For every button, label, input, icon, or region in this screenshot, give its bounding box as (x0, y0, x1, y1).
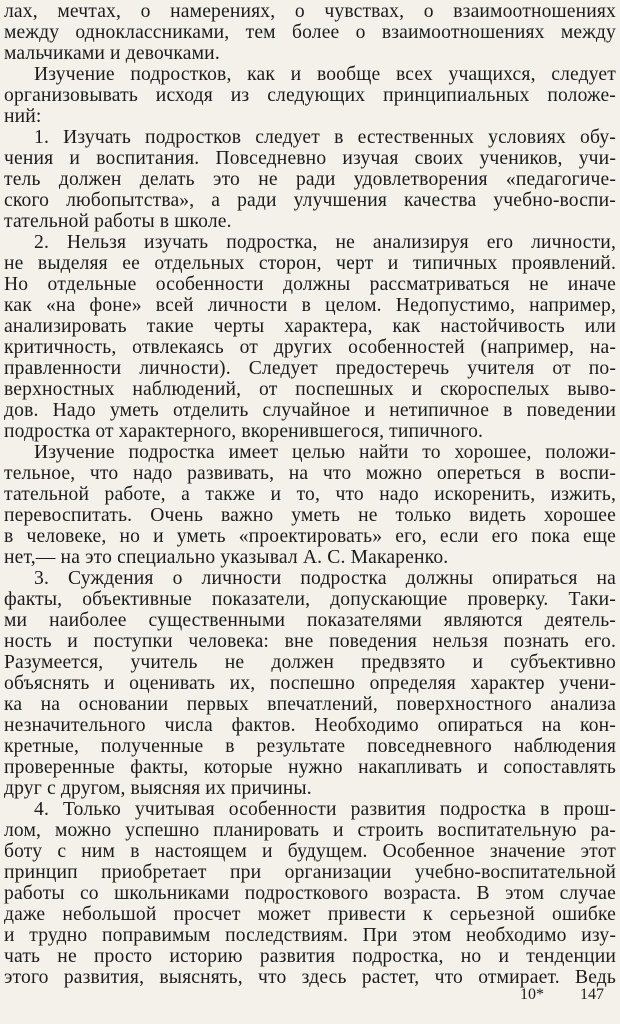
text-line: перевоспитать. Очень важно уметь не только видеть хорошее (4, 505, 616, 526)
text-line: Но отдельные особенности должны рассматриваться не иначе (4, 274, 616, 295)
text-line: и трудно поправимым последствиям. При этом необходимо изу- (4, 925, 616, 946)
text-line: мальчиками и девочками. (4, 43, 220, 64)
text-line: дов. Надо уметь отделить случайное и нетипичное в поведении (4, 400, 616, 421)
page-number: 147 (580, 986, 604, 1003)
text-line: тательной работе, а также и то, что надо искоренить, изжить, (4, 484, 616, 505)
text-line: 1. Изучать подростков следует в естественных условиях обу- (34, 127, 616, 148)
text-line: даже небольшой просчет может привести к серьезной ошибке (4, 904, 616, 925)
text-line: Разумеется, учитель не должен предвзято и субъективно (4, 652, 616, 673)
text-line: тель должен делать это не ради удовлетворения «педагогиче- (4, 169, 616, 190)
text-line: Изучение подростков, как и вообще всех учащихся, следует (34, 64, 616, 85)
printer-signature-mark: 10* (520, 986, 544, 1003)
text-line: проверенные факты, которые нужно накапливать и сопоставлять (4, 757, 616, 778)
text-line: принцип приобретает при организации учебно-воспитательной (4, 862, 616, 883)
text-line: Изучение подростка имеет целью найти то хорошее, положи- (34, 442, 616, 463)
text-line: 2. Нельзя изучать подростка, не анализируя его личности, (34, 232, 616, 253)
text-line: этого развития, выяснять, что здесь растет, что отмирает. Ведь (4, 967, 616, 988)
text-line: ского любопытства», а ради улучшения качества учебно-воспи- (4, 190, 616, 211)
text-line: в человеке, но и уметь «проектировать» его, если его пока еще (4, 526, 616, 547)
text-line: боту с ним в настоящем и будущем. Особенное значение этот (4, 841, 616, 862)
text-line: тельное, что надо развивать, на что можно опереться в воспи- (4, 463, 616, 484)
text-line: ка на основании первых впечатлений, поверхностного анализа (4, 694, 616, 715)
text-line: как «на фоне» всей личности в целом. Недопустимо, например, (4, 295, 616, 316)
text-line: работы со школьниками подросткового возраста. В этом случае (4, 883, 616, 904)
text-line: 4. Только учитывая особенности развития подростка в прош- (34, 799, 616, 820)
text-line: организовывать исходя из следующих принципиальных положе- (4, 85, 616, 106)
text-line: ми наиболее существенными показателями являются деятель- (4, 610, 616, 631)
text-line: чения и воспитания. Повседневно изучая своих учеников, учи- (4, 148, 616, 169)
text-line: правленности личности). Следует предостеречь учителя от по- (4, 358, 616, 379)
text-line: чать не просто историю развития подростка, но и тенденции (4, 946, 616, 967)
text-line: 3. Суждения о личности подростка должны опираться на (34, 568, 616, 589)
text-line: анализировать такие черты характера, как настойчивость или (4, 316, 616, 337)
text-line: верхностных наблюдений, от поспешных и скороспелых выво- (4, 379, 616, 400)
text-line: подростка от характерного, вкоренившегося, типичного. (4, 421, 484, 442)
text-line: ность и поступки человека: вне поведения нельзя познать его. (4, 631, 616, 652)
text-line: лах, мечтах, о намерениях, о чувствах, о взаимоотношениях (4, 1, 616, 22)
text-line: между одноклассниками, тем более о взаимоотношениях между (4, 22, 616, 43)
text-line: ний: (4, 106, 42, 127)
text-line: тательной работы в школе. (4, 211, 232, 232)
text-line: кретные, полученные в результате повседневного наблюдения (4, 736, 616, 757)
book-page (4, 0, 616, 1024)
text-line: объяснять и оценивать их, поспешно определяя характер учени- (4, 673, 616, 694)
text-line: незначительного числа фактов. Необходимо опираться на кон- (4, 715, 616, 736)
text-line: критичность, отвлекаясь от других особенностей (например, на- (4, 337, 616, 358)
text-line: не выделяя ее отдельных сторон, черт и типичных проявлений. (4, 253, 616, 274)
text-line: факты, объективные показатели, допускающие проверку. Таки- (4, 589, 616, 610)
text-line: лом, можно успешно планировать и строить воспитательную ра- (4, 820, 616, 841)
text-line: нет,— на это специально указывал А. С. Макаренко. (4, 547, 449, 568)
text-line: друг с другом, выясняя их причины. (4, 778, 312, 799)
